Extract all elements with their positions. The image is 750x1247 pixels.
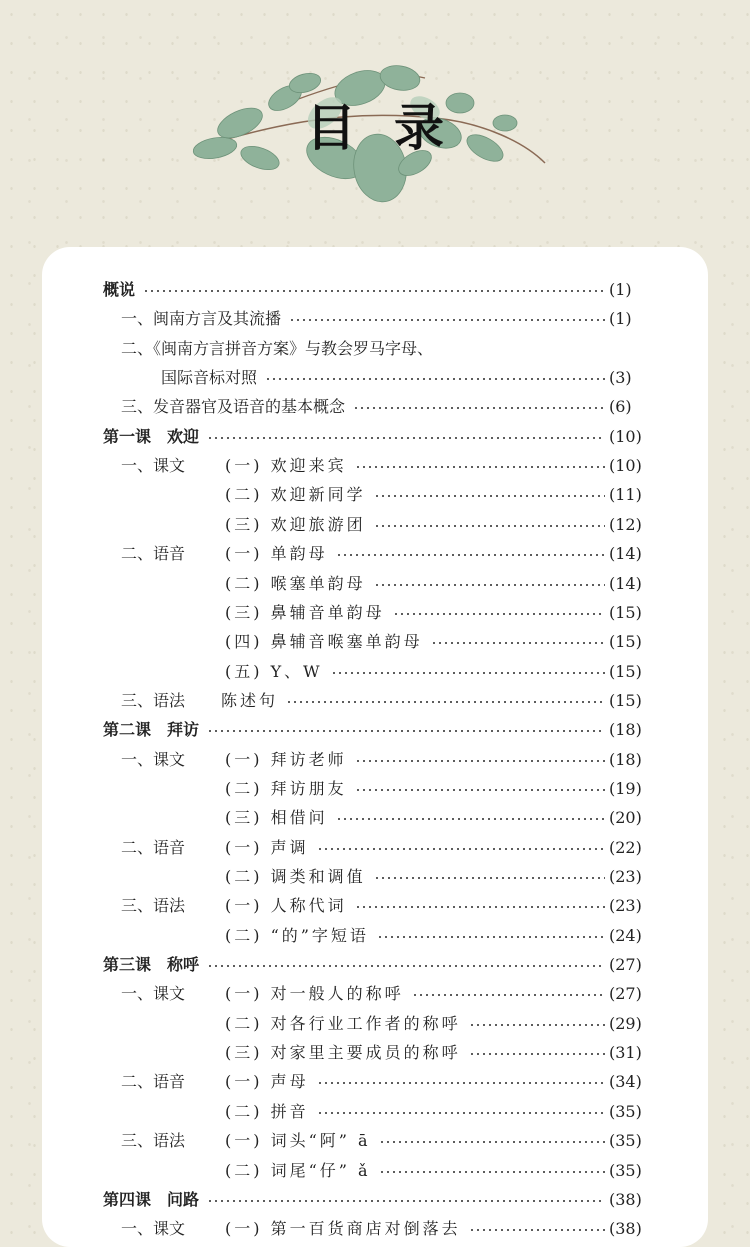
toc-entry-text: 国际音标对照 — [161, 368, 258, 388]
toc-section-label: 一、课文 — [121, 1219, 186, 1239]
toc-row[interactable] — [0, 275, 750, 304]
toc-subentry-text: (二) “的”字短语 — [225, 925, 369, 945]
toc-row[interactable] — [0, 510, 750, 539]
toc-subentry-text: (二) 对各行业工作者的称呼 — [225, 1013, 461, 1033]
toc-dot-leader — [143, 290, 605, 292]
toc-row[interactable] — [0, 1156, 750, 1185]
toc-row[interactable] — [0, 451, 750, 480]
toc-page-number: (23) — [609, 896, 642, 916]
toc-dot-leader — [317, 1112, 605, 1114]
toc-page-number: (24) — [609, 925, 642, 945]
toc-subentry-text: (一) 词头“阿” ā — [225, 1131, 371, 1151]
toc-page-number: (35) — [609, 1160, 642, 1180]
toc-page-number: (27) — [609, 955, 642, 975]
toc-lesson-title: 概说 — [103, 280, 136, 299]
toc-subentry-text: (二) 喉塞单韵母 — [225, 573, 366, 593]
toc-page-number: (14) — [609, 573, 642, 593]
toc-section-label: 二、语音 — [121, 837, 186, 857]
toc-row[interactable] — [0, 1009, 750, 1038]
toc-page-number: (20) — [609, 808, 642, 828]
toc-dot-leader — [355, 789, 605, 791]
toc-row[interactable] — [0, 1067, 750, 1096]
toc-section-label: 二、语音 — [121, 1072, 186, 1092]
toc-page-number: (35) — [609, 1101, 642, 1121]
toc-dot-leader — [379, 1171, 605, 1173]
toc-subentry-text: 陈述句 — [221, 690, 279, 710]
toc-dot-leader — [355, 760, 605, 762]
toc-row[interactable] — [0, 363, 750, 392]
toc-subentry-text: (五) Y、W — [225, 661, 323, 681]
toc-dot-leader — [374, 584, 605, 586]
toc-subentry-text: (一) 人称代词 — [225, 896, 347, 916]
toc-row[interactable] — [0, 774, 750, 803]
toc-dot-leader — [336, 818, 605, 820]
toc-subentry-text: (二) 词尾“仔” ǎ — [225, 1160, 371, 1180]
toc-row[interactable] — [0, 979, 750, 1008]
toc-section-label: 三、语法 — [121, 896, 186, 916]
page-header — [0, 0, 750, 240]
toc-dot-leader — [374, 525, 605, 527]
toc-lesson-title: 第三课 称呼 — [103, 955, 200, 975]
toc-row[interactable] — [0, 1214, 750, 1243]
toc-page-number: (1) — [609, 309, 632, 329]
toc-page-number: (29) — [609, 1013, 642, 1033]
toc-subentry-text: (一) 声调 — [225, 837, 309, 857]
toc-row[interactable] — [0, 833, 750, 862]
toc-row[interactable] — [0, 862, 750, 891]
toc-page-number: (10) — [609, 456, 642, 476]
toc-page-number: (38) — [609, 1189, 642, 1209]
toc-subentry-text: (一) 对一般人的称呼 — [225, 984, 404, 1004]
toc-page-number: (15) — [609, 661, 642, 681]
toc-entry-text: 一、闽南方言及其流播 — [121, 309, 282, 329]
toc-page-number: (38) — [609, 1219, 642, 1239]
toc-lesson-title: 第二课 拜访 — [103, 720, 200, 740]
toc-subentry-text: (一) 拜访老师 — [225, 749, 347, 769]
toc-row[interactable] — [0, 539, 750, 568]
toc-row[interactable] — [0, 598, 750, 627]
toc-subentry-text: (三) 对家里主要成员的称呼 — [225, 1043, 461, 1063]
toc-page-number: (14) — [609, 544, 642, 564]
toc-page-number: (15) — [609, 690, 642, 710]
toc-dot-leader — [355, 906, 605, 908]
toc-page-number: (18) — [609, 720, 642, 740]
toc-page-number: (31) — [609, 1043, 642, 1063]
toc-page-number: (15) — [609, 632, 642, 652]
toc-subentry-text: (四) 鼻辅音喉塞单韵母 — [225, 632, 423, 652]
toc-row[interactable] — [0, 803, 750, 832]
toc-subentry-text: (二) 拜访朋友 — [225, 778, 347, 798]
toc-row[interactable] — [0, 392, 750, 421]
toc-row[interactable] — [0, 569, 750, 598]
toc-lesson-title: 第一课 欢迎 — [103, 426, 200, 446]
toc-dot-leader — [336, 554, 605, 556]
toc-row[interactable] — [0, 480, 750, 509]
toc-dot-leader — [469, 1053, 605, 1055]
toc-page-number: (22) — [609, 837, 642, 857]
toc-dot-leader — [207, 1200, 605, 1202]
toc-subentry-text: (一) 欢迎来宾 — [225, 456, 347, 476]
toc-section-label: 一、课文 — [121, 749, 186, 769]
page-title: 目录 — [306, 99, 482, 157]
toc-section-label: 一、课文 — [121, 984, 186, 1004]
toc-page-number: (19) — [609, 778, 642, 798]
toc-subentry-text: (二) 拼音 — [225, 1101, 309, 1121]
toc-dot-leader — [374, 495, 605, 497]
toc-row[interactable] — [0, 745, 750, 774]
toc-page-number: (35) — [609, 1131, 642, 1151]
toc-dot-leader — [393, 613, 605, 615]
toc-row[interactable] — [0, 304, 750, 333]
toc-page-number: (12) — [609, 514, 642, 534]
toc-page-number: (3) — [609, 368, 632, 388]
toc-subentry-text: (二) 调类和调值 — [225, 867, 366, 886]
toc-page-number: (34) — [609, 1072, 642, 1092]
toc-page-number: (23) — [609, 867, 642, 886]
toc-subentry-text: (一) 单韵母 — [225, 544, 328, 564]
toc-dot-leader — [317, 848, 605, 850]
toc-section-label: 三、语法 — [121, 690, 186, 710]
toc-dot-leader — [317, 1082, 605, 1084]
toc-dot-leader — [265, 378, 605, 380]
toc-page-number: (15) — [609, 602, 642, 622]
toc-dot-leader — [353, 407, 605, 409]
toc-page-number: (6) — [609, 397, 632, 417]
toc-row[interactable] — [0, 627, 750, 656]
toc-row[interactable] — [0, 334, 750, 363]
toc-row[interactable] — [0, 1126, 750, 1155]
toc-subentry-text: (三) 欢迎旅游团 — [225, 514, 366, 534]
toc-dot-leader — [207, 730, 605, 732]
toc-section-label: 二、语音 — [121, 544, 186, 564]
toc-row[interactable] — [0, 1185, 750, 1214]
toc-row[interactable] — [0, 715, 750, 744]
toc-page-number: (11) — [609, 485, 642, 505]
toc-row[interactable] — [0, 1038, 750, 1067]
toc-entry-text: 三、发音器官及语音的基本概念 — [121, 397, 346, 417]
toc-row[interactable] — [0, 422, 750, 451]
toc-page-number: (10) — [609, 426, 642, 446]
toc-dot-leader — [379, 1141, 605, 1143]
toc-dot-leader — [431, 642, 605, 644]
toc-dot-leader — [355, 466, 605, 468]
toc-subentry-text: (三) 鼻辅音单韵母 — [225, 602, 385, 622]
toc-dot-leader — [286, 701, 605, 703]
toc-dot-leader — [469, 1024, 605, 1026]
toc-row[interactable] — [0, 950, 750, 979]
toc-entry-text: 二、《闽南方言拼音方案》与教会罗马字母、 — [121, 338, 434, 358]
toc-subentry-text: (一) 第一百货商店对倒落去 — [225, 1219, 461, 1239]
toc-dot-leader — [289, 319, 605, 321]
toc-page-number: (1) — [609, 280, 632, 299]
toc-section-label: 一、课文 — [121, 456, 186, 476]
toc-page-number: (18) — [609, 749, 642, 769]
toc-row[interactable] — [0, 891, 750, 920]
toc-row[interactable] — [0, 686, 750, 715]
toc-row[interactable] — [0, 921, 750, 950]
toc-row[interactable] — [0, 1097, 750, 1126]
toc-dot-leader — [377, 936, 605, 938]
toc-subentry-text: (一) 声母 — [225, 1072, 309, 1092]
toc-dot-leader — [412, 994, 605, 996]
toc-section-label: 三、语法 — [121, 1131, 186, 1151]
toc-lesson-title: 第四课 问路 — [103, 1189, 200, 1209]
toc-dot-leader — [207, 437, 605, 439]
toc-dot-leader — [207, 965, 605, 967]
toc-row[interactable] — [0, 657, 750, 686]
toc-subentry-text: (二) 欢迎新同学 — [225, 485, 366, 505]
toc-dot-leader — [469, 1229, 605, 1231]
toc-dot-leader — [374, 877, 605, 879]
toc-page-number: (27) — [609, 984, 642, 1004]
toc-subentry-text: (三) 相借问 — [225, 808, 328, 828]
toc-dot-leader — [331, 672, 605, 674]
